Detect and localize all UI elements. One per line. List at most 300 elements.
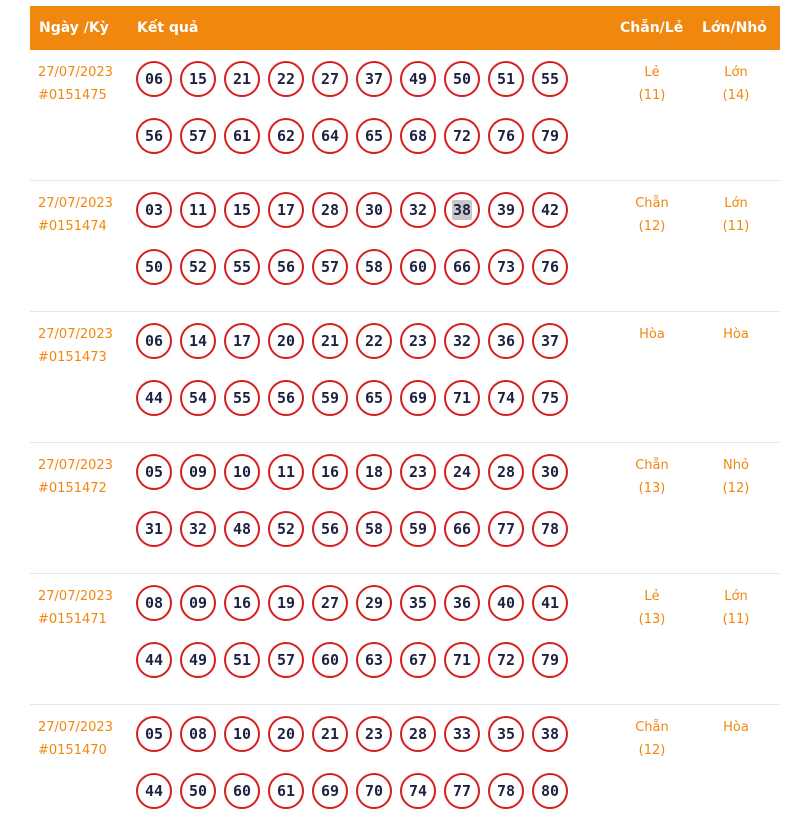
number-ball bbox=[136, 642, 172, 678]
number-ball-value: 32 bbox=[452, 332, 472, 350]
big-small-result bbox=[706, 192, 766, 238]
number-ball-value: 57 bbox=[320, 258, 340, 276]
number-ball bbox=[312, 118, 348, 154]
number-ball-value: 14 bbox=[188, 332, 208, 350]
number-ball bbox=[356, 192, 392, 228]
number-ball bbox=[268, 61, 304, 97]
number-ball-value: 33 bbox=[452, 725, 472, 743]
number-ball bbox=[488, 118, 524, 154]
draw-date-period bbox=[38, 454, 113, 500]
big-small-label: Lớn bbox=[724, 65, 748, 80]
number-ball-value: 37 bbox=[540, 332, 560, 350]
number-ball-value: 59 bbox=[320, 389, 340, 407]
table-row bbox=[30, 50, 780, 181]
number-ball-value: 78 bbox=[496, 782, 516, 800]
number-ball bbox=[312, 585, 348, 621]
number-ball bbox=[136, 192, 172, 228]
number-ball bbox=[532, 323, 568, 359]
number-ball-value: 16 bbox=[320, 463, 340, 481]
number-ball bbox=[356, 642, 392, 678]
number-ball bbox=[488, 61, 524, 97]
result-numbers bbox=[136, 61, 586, 154]
number-ball bbox=[180, 61, 216, 97]
big-small-label: Lớn bbox=[724, 589, 748, 604]
number-ball bbox=[224, 511, 260, 547]
draw-date-period bbox=[38, 585, 113, 631]
number-ball-value: 21 bbox=[320, 725, 340, 743]
number-ball-value: 10 bbox=[232, 463, 252, 481]
number-ball-value: 36 bbox=[496, 332, 516, 350]
number-ball bbox=[488, 249, 524, 285]
number-ball bbox=[312, 642, 348, 678]
number-ball-value: 50 bbox=[144, 258, 164, 276]
number-ball bbox=[532, 716, 568, 752]
number-ball-value: 66 bbox=[452, 520, 472, 538]
number-ball-value: 38 bbox=[540, 725, 560, 743]
number-ball-value: 32 bbox=[188, 520, 208, 538]
number-ball-value: 27 bbox=[320, 594, 340, 612]
number-ball-value: 18 bbox=[364, 463, 384, 481]
number-ball-value: 40 bbox=[496, 594, 516, 612]
draw-period[interactable]: #0151475 bbox=[38, 88, 107, 103]
number-ball bbox=[180, 511, 216, 547]
number-ball bbox=[312, 716, 348, 752]
number-ball-value: 64 bbox=[320, 127, 340, 145]
number-ball-value: 56 bbox=[144, 127, 164, 145]
even-odd-result bbox=[622, 61, 682, 107]
number-ball-value: 49 bbox=[408, 70, 428, 88]
number-ball bbox=[224, 249, 260, 285]
number-ball-value: 79 bbox=[540, 651, 560, 669]
number-ball bbox=[136, 454, 172, 490]
number-ball-value: 11 bbox=[188, 201, 208, 219]
big-small-label: Nhỏ bbox=[723, 458, 749, 473]
number-ball bbox=[356, 773, 392, 809]
number-ball-value: 50 bbox=[452, 70, 472, 88]
number-ball bbox=[312, 249, 348, 285]
number-ball-value: 44 bbox=[144, 389, 164, 407]
even-odd-count: (12) bbox=[638, 219, 666, 234]
number-ball bbox=[312, 380, 348, 416]
number-ball bbox=[532, 773, 568, 809]
number-ball-value: 57 bbox=[276, 651, 296, 669]
number-ball bbox=[488, 380, 524, 416]
number-ball bbox=[356, 716, 392, 752]
number-ball-value: 63 bbox=[364, 651, 384, 669]
number-ball-value: 23 bbox=[408, 332, 428, 350]
number-ball bbox=[268, 585, 304, 621]
result-numbers bbox=[136, 454, 586, 547]
number-ball bbox=[136, 249, 172, 285]
number-ball bbox=[444, 118, 480, 154]
number-ball-value: 68 bbox=[408, 127, 428, 145]
draw-date[interactable]: 27/07/2023 bbox=[38, 589, 113, 604]
number-ball-value: 65 bbox=[364, 389, 384, 407]
number-ball bbox=[224, 716, 260, 752]
draw-period[interactable]: #0151470 bbox=[38, 743, 107, 758]
number-ball-value: 09 bbox=[188, 594, 208, 612]
number-ball bbox=[532, 511, 568, 547]
number-ball-value: 21 bbox=[320, 332, 340, 350]
number-ball bbox=[180, 380, 216, 416]
number-ball-value: 11 bbox=[276, 463, 296, 481]
number-ball-value: 67 bbox=[408, 651, 428, 669]
result-numbers bbox=[136, 716, 586, 809]
number-ball bbox=[268, 380, 304, 416]
number-ball-value: 80 bbox=[540, 782, 560, 800]
even-odd-label: Hòa bbox=[639, 327, 665, 342]
even-odd-label: Lẻ bbox=[644, 65, 660, 80]
results-table bbox=[30, 6, 780, 836]
big-small-result bbox=[706, 61, 766, 107]
number-ball bbox=[312, 192, 348, 228]
number-ball-value: 61 bbox=[232, 127, 252, 145]
number-ball-value: 60 bbox=[408, 258, 428, 276]
number-ball-value: 48 bbox=[232, 520, 252, 538]
number-ball bbox=[400, 192, 436, 228]
draw-date-period bbox=[38, 716, 113, 762]
number-ball-value: 62 bbox=[276, 127, 296, 145]
number-ball bbox=[400, 323, 436, 359]
number-ball bbox=[224, 454, 260, 490]
draw-date[interactable]: 27/07/2023 bbox=[38, 196, 113, 211]
number-ball-value: 30 bbox=[364, 201, 384, 219]
number-ball bbox=[180, 773, 216, 809]
number-ball-value: 17 bbox=[276, 201, 296, 219]
number-ball bbox=[224, 192, 260, 228]
number-ball-value: 28 bbox=[408, 725, 428, 743]
draw-date-period bbox=[38, 61, 113, 107]
number-ball-value: 30 bbox=[540, 463, 560, 481]
number-ball-value: 17 bbox=[232, 332, 252, 350]
number-ball-value: 35 bbox=[496, 725, 516, 743]
number-ball bbox=[224, 642, 260, 678]
number-ball bbox=[268, 454, 304, 490]
number-ball bbox=[444, 511, 480, 547]
number-ball-value: 41 bbox=[540, 594, 560, 612]
number-ball-value: 23 bbox=[408, 463, 428, 481]
number-ball bbox=[532, 642, 568, 678]
number-ball-value: 21 bbox=[232, 70, 252, 88]
number-ball bbox=[224, 585, 260, 621]
number-ball bbox=[136, 118, 172, 154]
number-ball bbox=[312, 773, 348, 809]
draw-date[interactable]: 27/07/2023 bbox=[38, 65, 113, 80]
number-ball-value: 74 bbox=[496, 389, 516, 407]
even-odd-label: Chẵn bbox=[635, 720, 669, 735]
draw-period[interactable]: #0151474 bbox=[38, 219, 107, 234]
number-ball bbox=[444, 773, 480, 809]
number-ball-value: 52 bbox=[276, 520, 296, 538]
number-ball bbox=[444, 585, 480, 621]
number-ball-value: 66 bbox=[452, 258, 472, 276]
number-ball bbox=[180, 323, 216, 359]
number-ball bbox=[136, 323, 172, 359]
number-ball-value: 05 bbox=[144, 463, 164, 481]
number-ball-value: 59 bbox=[408, 520, 428, 538]
number-ball bbox=[400, 454, 436, 490]
number-ball bbox=[312, 323, 348, 359]
number-ball bbox=[356, 249, 392, 285]
number-ball bbox=[532, 61, 568, 97]
number-ball-value: 09 bbox=[188, 463, 208, 481]
number-ball bbox=[136, 773, 172, 809]
number-ball bbox=[444, 454, 480, 490]
number-ball-value: 22 bbox=[276, 70, 296, 88]
big-small-result bbox=[706, 716, 766, 739]
number-ball-value: 20 bbox=[276, 332, 296, 350]
number-ball-value: 23 bbox=[364, 725, 384, 743]
table-row bbox=[30, 443, 780, 574]
number-ball-value: 37 bbox=[364, 70, 384, 88]
number-ball bbox=[136, 585, 172, 621]
header-big-small: Lớn/Nhỏ bbox=[702, 20, 767, 36]
number-ball-value: 58 bbox=[364, 520, 384, 538]
number-ball bbox=[224, 323, 260, 359]
number-ball bbox=[444, 642, 480, 678]
number-ball-value: 24 bbox=[452, 463, 472, 481]
even-odd-result bbox=[622, 192, 682, 238]
number-ball-value: 61 bbox=[276, 782, 296, 800]
number-ball bbox=[488, 323, 524, 359]
number-ball bbox=[136, 511, 172, 547]
number-ball-value: 55 bbox=[232, 389, 252, 407]
number-ball-value: 31 bbox=[144, 520, 164, 538]
number-ball bbox=[268, 642, 304, 678]
number-ball-value: 60 bbox=[232, 782, 252, 800]
number-ball-value: 50 bbox=[188, 782, 208, 800]
number-ball bbox=[400, 61, 436, 97]
number-ball bbox=[488, 511, 524, 547]
number-ball-value: 35 bbox=[408, 594, 428, 612]
number-ball-value: 36 bbox=[452, 594, 472, 612]
number-ball-value: 20 bbox=[276, 725, 296, 743]
number-ball-value: 69 bbox=[408, 389, 428, 407]
number-ball bbox=[356, 511, 392, 547]
number-ball bbox=[532, 118, 568, 154]
number-ball bbox=[356, 454, 392, 490]
number-ball bbox=[224, 61, 260, 97]
number-ball bbox=[488, 454, 524, 490]
number-ball-value: 69 bbox=[320, 782, 340, 800]
draw-date[interactable]: 27/07/2023 bbox=[38, 327, 113, 342]
result-numbers bbox=[136, 323, 586, 416]
even-odd-count: (11) bbox=[638, 88, 666, 103]
number-ball bbox=[180, 454, 216, 490]
draw-period[interactable]: #0151472 bbox=[38, 481, 107, 496]
number-ball-value: 10 bbox=[232, 725, 252, 743]
number-ball-value: 39 bbox=[496, 201, 516, 219]
number-ball bbox=[444, 716, 480, 752]
number-ball-value: 56 bbox=[320, 520, 340, 538]
table-body bbox=[30, 50, 780, 836]
number-ball bbox=[180, 642, 216, 678]
number-ball-value: 51 bbox=[232, 651, 252, 669]
number-ball-value: 22 bbox=[364, 332, 384, 350]
number-ball bbox=[400, 511, 436, 547]
number-ball-value: 77 bbox=[496, 520, 516, 538]
number-ball-value: 79 bbox=[540, 127, 560, 145]
big-small-count: (11) bbox=[722, 612, 750, 627]
number-ball-value: 32 bbox=[408, 201, 428, 219]
number-ball bbox=[532, 585, 568, 621]
number-ball-value: 42 bbox=[540, 201, 560, 219]
number-ball bbox=[444, 380, 480, 416]
draw-period[interactable]: #0151471 bbox=[38, 612, 107, 627]
number-ball bbox=[180, 118, 216, 154]
number-ball bbox=[136, 716, 172, 752]
number-ball-value: 05 bbox=[144, 725, 164, 743]
number-ball bbox=[532, 249, 568, 285]
number-ball-value: 77 bbox=[452, 782, 472, 800]
number-ball bbox=[136, 380, 172, 416]
number-ball bbox=[356, 323, 392, 359]
number-ball-value: 72 bbox=[452, 127, 472, 145]
number-ball-value: 55 bbox=[540, 70, 560, 88]
number-ball bbox=[400, 118, 436, 154]
number-ball-value: 78 bbox=[540, 520, 560, 538]
header-date-period: Ngày /Kỳ bbox=[39, 20, 109, 36]
number-ball bbox=[400, 773, 436, 809]
number-ball-value: 29 bbox=[364, 594, 384, 612]
big-small-result bbox=[706, 323, 766, 346]
table-row bbox=[30, 574, 780, 705]
number-ball-value: 19 bbox=[276, 594, 296, 612]
number-ball-value: 57 bbox=[188, 127, 208, 145]
even-odd-result bbox=[622, 716, 682, 762]
number-ball bbox=[312, 511, 348, 547]
number-ball-value: 51 bbox=[496, 70, 516, 88]
big-small-label: Hòa bbox=[723, 327, 749, 342]
big-small-result bbox=[706, 454, 766, 500]
draw-date[interactable]: 27/07/2023 bbox=[38, 458, 113, 473]
number-ball bbox=[268, 773, 304, 809]
number-ball-value: 75 bbox=[540, 389, 560, 407]
number-ball bbox=[400, 380, 436, 416]
even-odd-count: (13) bbox=[638, 612, 666, 627]
big-small-result bbox=[706, 585, 766, 631]
number-ball bbox=[356, 380, 392, 416]
table-row bbox=[30, 705, 780, 836]
number-ball bbox=[488, 773, 524, 809]
number-ball-value: 58 bbox=[364, 258, 384, 276]
header-even-odd: Chẵn/Lẻ bbox=[620, 20, 684, 36]
number-ball bbox=[400, 585, 436, 621]
number-ball-value: 76 bbox=[540, 258, 560, 276]
even-odd-result bbox=[622, 585, 682, 631]
number-ball-value: 54 bbox=[188, 389, 208, 407]
result-numbers bbox=[136, 585, 586, 678]
even-odd-result bbox=[622, 454, 682, 500]
number-ball-value: 56 bbox=[276, 389, 296, 407]
number-ball bbox=[532, 380, 568, 416]
number-ball-value: 08 bbox=[144, 594, 164, 612]
even-odd-count: (13) bbox=[638, 481, 666, 496]
even-odd-label: Chẵn bbox=[635, 196, 669, 211]
number-ball bbox=[400, 716, 436, 752]
number-ball bbox=[444, 249, 480, 285]
number-ball bbox=[268, 249, 304, 285]
number-ball-value: 70 bbox=[364, 782, 384, 800]
number-ball bbox=[224, 773, 260, 809]
number-ball bbox=[268, 511, 304, 547]
big-small-count: (12) bbox=[722, 481, 750, 496]
number-ball-value: 15 bbox=[232, 201, 252, 219]
number-ball-value: 27 bbox=[320, 70, 340, 88]
big-small-count: (14) bbox=[722, 88, 750, 103]
number-ball-value: 28 bbox=[496, 463, 516, 481]
table-header bbox=[30, 6, 780, 50]
number-ball-value: 71 bbox=[452, 651, 472, 669]
number-ball-value: 16 bbox=[232, 594, 252, 612]
draw-date-period bbox=[38, 192, 113, 238]
number-ball bbox=[356, 118, 392, 154]
number-ball bbox=[268, 323, 304, 359]
even-odd-label: Lẻ bbox=[644, 589, 660, 604]
number-ball-value: 73 bbox=[496, 258, 516, 276]
number-ball bbox=[312, 61, 348, 97]
number-ball-value: 60 bbox=[320, 651, 340, 669]
number-ball bbox=[180, 192, 216, 228]
number-ball bbox=[444, 323, 480, 359]
number-ball bbox=[400, 249, 436, 285]
draw-date[interactable]: 27/07/2023 bbox=[38, 720, 113, 735]
even-odd-label: Chẵn bbox=[635, 458, 669, 473]
number-ball-value: 06 bbox=[144, 70, 164, 88]
number-ball-value: 55 bbox=[232, 258, 252, 276]
result-numbers bbox=[136, 192, 586, 285]
big-small-count: (11) bbox=[722, 219, 750, 234]
number-ball-value: 74 bbox=[408, 782, 428, 800]
header-result: Kết quả bbox=[137, 20, 199, 36]
number-ball bbox=[488, 192, 524, 228]
number-ball bbox=[400, 642, 436, 678]
number-ball-value: 71 bbox=[452, 389, 472, 407]
number-ball-value: 08 bbox=[188, 725, 208, 743]
number-ball-value: 65 bbox=[364, 127, 384, 145]
number-ball bbox=[268, 716, 304, 752]
number-ball-value: 49 bbox=[188, 651, 208, 669]
number-ball bbox=[180, 716, 216, 752]
even-odd-result bbox=[622, 323, 682, 346]
draw-period[interactable]: #0151473 bbox=[38, 350, 107, 365]
big-small-label: Hòa bbox=[723, 720, 749, 735]
big-small-label: Lớn bbox=[724, 196, 748, 211]
number-ball bbox=[356, 61, 392, 97]
number-ball bbox=[224, 380, 260, 416]
table-row bbox=[30, 181, 780, 312]
number-ball bbox=[488, 716, 524, 752]
number-ball bbox=[444, 61, 480, 97]
number-ball bbox=[224, 118, 260, 154]
draw-date-period bbox=[38, 323, 113, 369]
number-ball-value: 28 bbox=[320, 201, 340, 219]
number-ball bbox=[488, 642, 524, 678]
number-ball bbox=[180, 249, 216, 285]
number-ball bbox=[532, 192, 568, 228]
number-ball-value: 76 bbox=[496, 127, 516, 145]
number-ball bbox=[268, 118, 304, 154]
table-row bbox=[30, 312, 780, 443]
number-ball bbox=[136, 61, 172, 97]
number-ball bbox=[488, 585, 524, 621]
number-ball-value: 44 bbox=[144, 651, 164, 669]
number-ball-value: 03 bbox=[144, 201, 164, 219]
number-ball-value: 56 bbox=[276, 258, 296, 276]
number-ball-value: 38 bbox=[452, 201, 472, 219]
number-ball-value: 44 bbox=[144, 782, 164, 800]
number-ball bbox=[180, 585, 216, 621]
